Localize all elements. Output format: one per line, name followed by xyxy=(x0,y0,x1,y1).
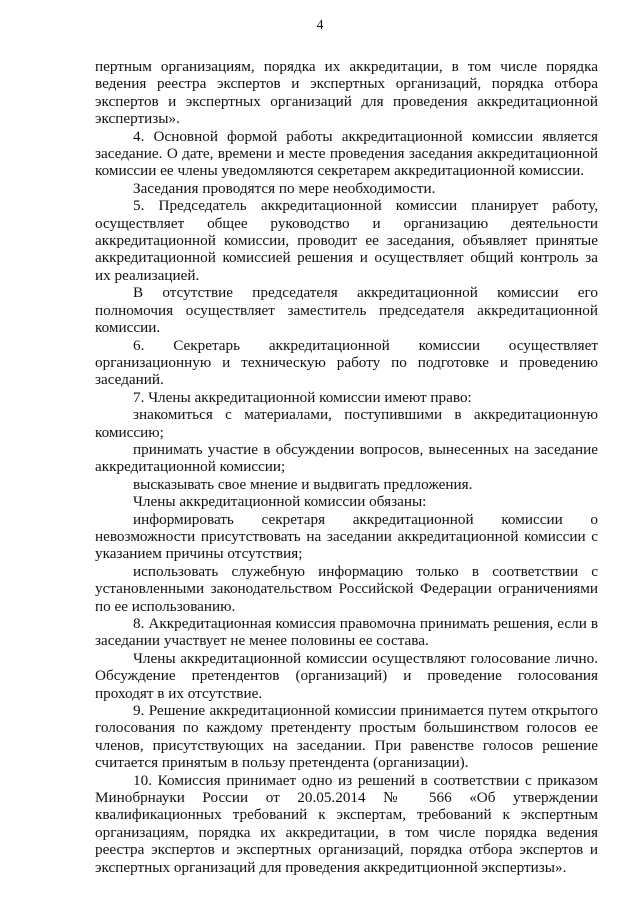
paragraph-8: 8. Аккредитационная комиссия правомочна принимать решения, если в заседании участвует не менее половины ее состава. xyxy=(95,615,598,650)
right-item-1: знакомиться с материалами, поступившими в аккредитационную комиссию; xyxy=(95,406,598,441)
paragraph-8-voting: Члены аккредитационной комиссии осуществляют голосование лично. Обсуждение претендентов (организаций) и проведение голосования проходят в их отсутствие. xyxy=(95,649,598,702)
paragraph-5: 5. Председатель аккредитационной комиссии планирует работу, осуществляет общее руководство и организацию деятельности аккредитационной комиссии, проводит ее заседания, объявляет принятые аккредитационной комиссией решения и осуществляет общий контроль за их реализацией. xyxy=(95,197,598,284)
paragraph-4-meetings: Заседания проводятся по мере необходимости. xyxy=(133,179,436,197)
duty-item-1: информировать секретаря аккредитационной комиссии о невозможности присутствовать на заседании аккредитационной комиссии с указанием причины отсутствия; xyxy=(95,510,598,563)
paragraph-6: 6. Секретарь аккредитационной комиссии осуществляет организационную и техническую работу по подготовке и проведению заседаний. xyxy=(95,336,598,389)
paragraph-continuation: пертным организациям, порядка их аккредитации, в том числе порядка ведения реестра экспертов и экспертных организаций, порядка отбора экспертов и экспертных организаций для проведения аккредитационной экспертизы». xyxy=(95,58,598,128)
paragraph-9: 9. Решение аккредитационной комиссии принимается путем открытого голосования по каждому претенденту простым большинством голосов ее членов, присутствующих на заседании. При равенстве голосов решение считается принятым в пользу претендента (организации). xyxy=(95,702,598,772)
duties-heading: Члены аккредитационной комиссии обязаны: xyxy=(133,493,427,511)
paragraph-10: 10. Комиссия принимает одно из решений в соответствии с приказом Минобрнауки России от 20.05.2014 № 566 «Об утверждении квалификационных требований к экспертам, требований к экспертным организациям, порядка их аккредитации, в том числе порядка ведения реестра экспертов и экспертных организаций, порядка отбора экспертов и экспертных организаций для проведения аккредитционной экспертизы». xyxy=(95,771,598,876)
paragraph-7: 7. Члены аккредитационной комиссии имеют право: xyxy=(133,388,472,406)
document-body xyxy=(95,58,598,876)
duty-item-2: использовать служебную информацию только в соответствии с установленными законодательством Российской Федерации ограничениями по ее использованию. xyxy=(95,562,598,615)
page-number: 4 xyxy=(316,18,324,33)
right-item-3: высказывать свое мнение и выдвигать предложения. xyxy=(133,475,473,493)
right-item-2: принимать участие в обсуждении вопросов, вынесенных на заседание аккредитационной комиссии; xyxy=(95,440,598,476)
paragraph-5-deputy: В отсутствие председателя аккредитационной комиссии его полномочия осуществляет заместитель председателя аккредитационной комиссии. xyxy=(95,284,598,337)
paragraph-4: 4. Основной формой работы аккредитационной комиссии является заседание. О дате, времени и месте проведения заседания аккредитационной комиссии ее члены уведомляются секретарем аккредитационной комиссии. xyxy=(95,127,598,180)
